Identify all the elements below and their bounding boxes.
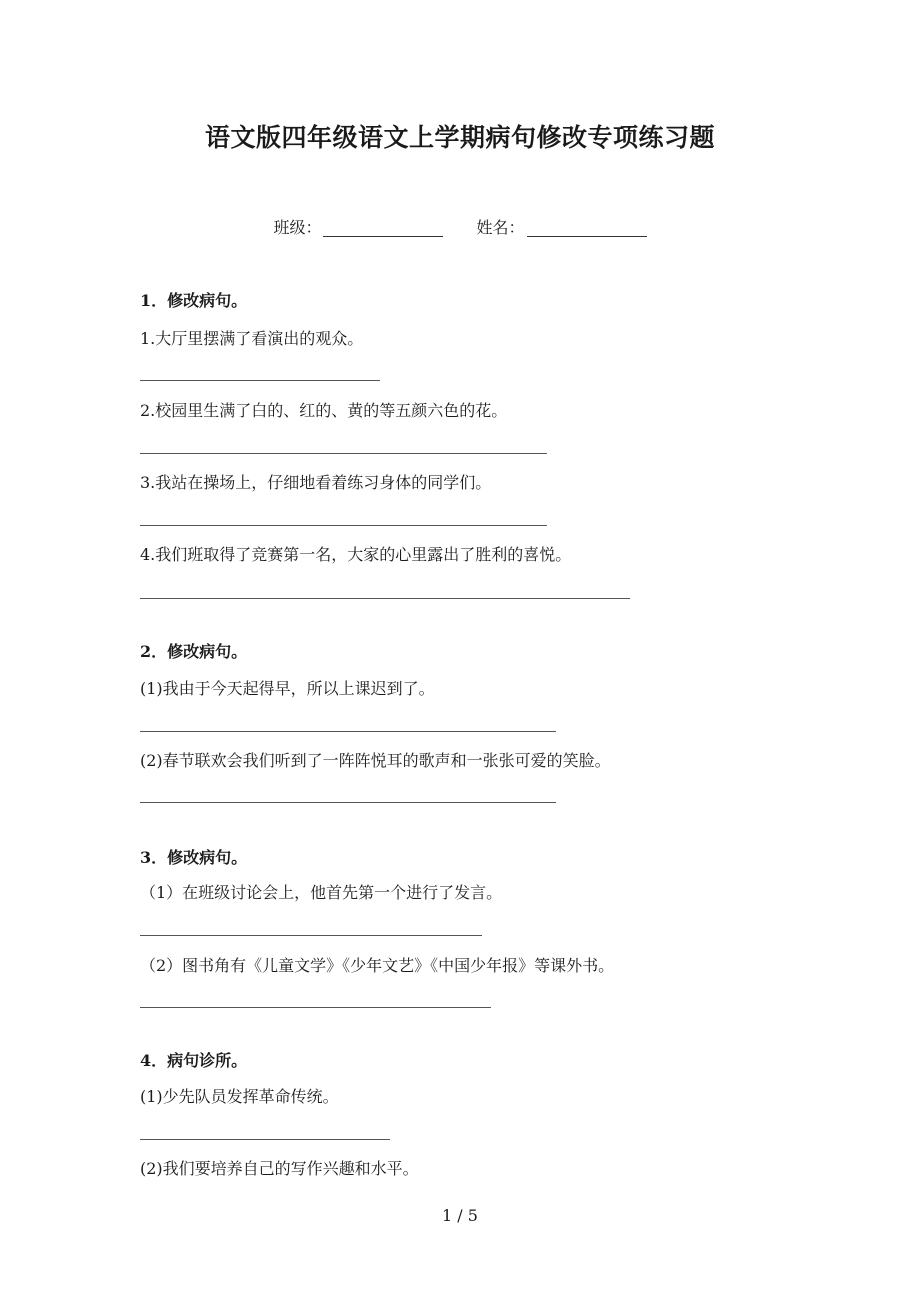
section-3-question-1: （1）在班级讨论会上，他首先第一个进行了发言。	[140, 883, 503, 902]
section-1-answer-line-2[interactable]	[140, 453, 547, 454]
section-1-answer-line-3[interactable]	[140, 525, 547, 526]
section-2-question-2: (2)春节联欢会我们听到了一阵阵悦耳的歌声和一张张可爱的笑脸。	[140, 751, 611, 770]
page-title: 语文版四年级语文上学期病句修改专项练习题	[204, 123, 715, 152]
class-label: 班级：	[273, 218, 322, 237]
section-4-answer-line-1[interactable]	[140, 1139, 390, 1140]
section-1-answer-line-1[interactable]	[140, 380, 380, 381]
section-1-question-4: 4.我们班取得了竞赛第一名，大家的心里露出了胜利的喜悦。	[140, 545, 572, 564]
class-blank[interactable]	[323, 236, 443, 237]
section-1-answer-line-4[interactable]	[140, 598, 630, 599]
section-1-heading: 1．修改病句。	[140, 291, 248, 310]
name-field	[477, 215, 647, 238]
section-1-question-3: 3.我站在操场上，仔细地看着练习身体的同学们。	[140, 473, 492, 492]
section-2-heading: 2．修改病句。	[140, 642, 248, 661]
section-3-question-2: （2）图书角有《儿童文学》《少年文艺》《中国少年报》等课外书。	[140, 956, 615, 975]
class-field	[273, 215, 443, 238]
section-2-answer-line-1[interactable]	[140, 731, 556, 732]
section-3-answer-line-2[interactable]	[140, 1007, 491, 1008]
section-1-question-2: 2.校园里生满了白的、红的、黄的等五颜六色的花。	[140, 401, 508, 420]
student-info-row	[0, 215, 920, 238]
name-label: 姓名：	[476, 218, 525, 237]
page-number: 1 / 5	[442, 1206, 478, 1225]
section-3-answer-line-1[interactable]	[140, 935, 482, 936]
section-2-answer-line-2[interactable]	[140, 802, 556, 803]
section-4-heading: 4．病句诊所。	[140, 1051, 248, 1070]
section-4-question-1: (1)少先队员发挥革命传统。	[140, 1087, 339, 1106]
section-3-heading: 3．修改病句。	[140, 848, 248, 867]
section-4-question-2: (2)我们要培养自己的写作兴趣和水平。	[140, 1159, 419, 1178]
name-blank[interactable]	[527, 236, 647, 237]
section-2-question-1: (1)我由于今天起得早，所以上课迟到了。	[140, 679, 435, 698]
section-1-question-1: 1.大厅里摆满了看演出的观众。	[140, 329, 364, 348]
